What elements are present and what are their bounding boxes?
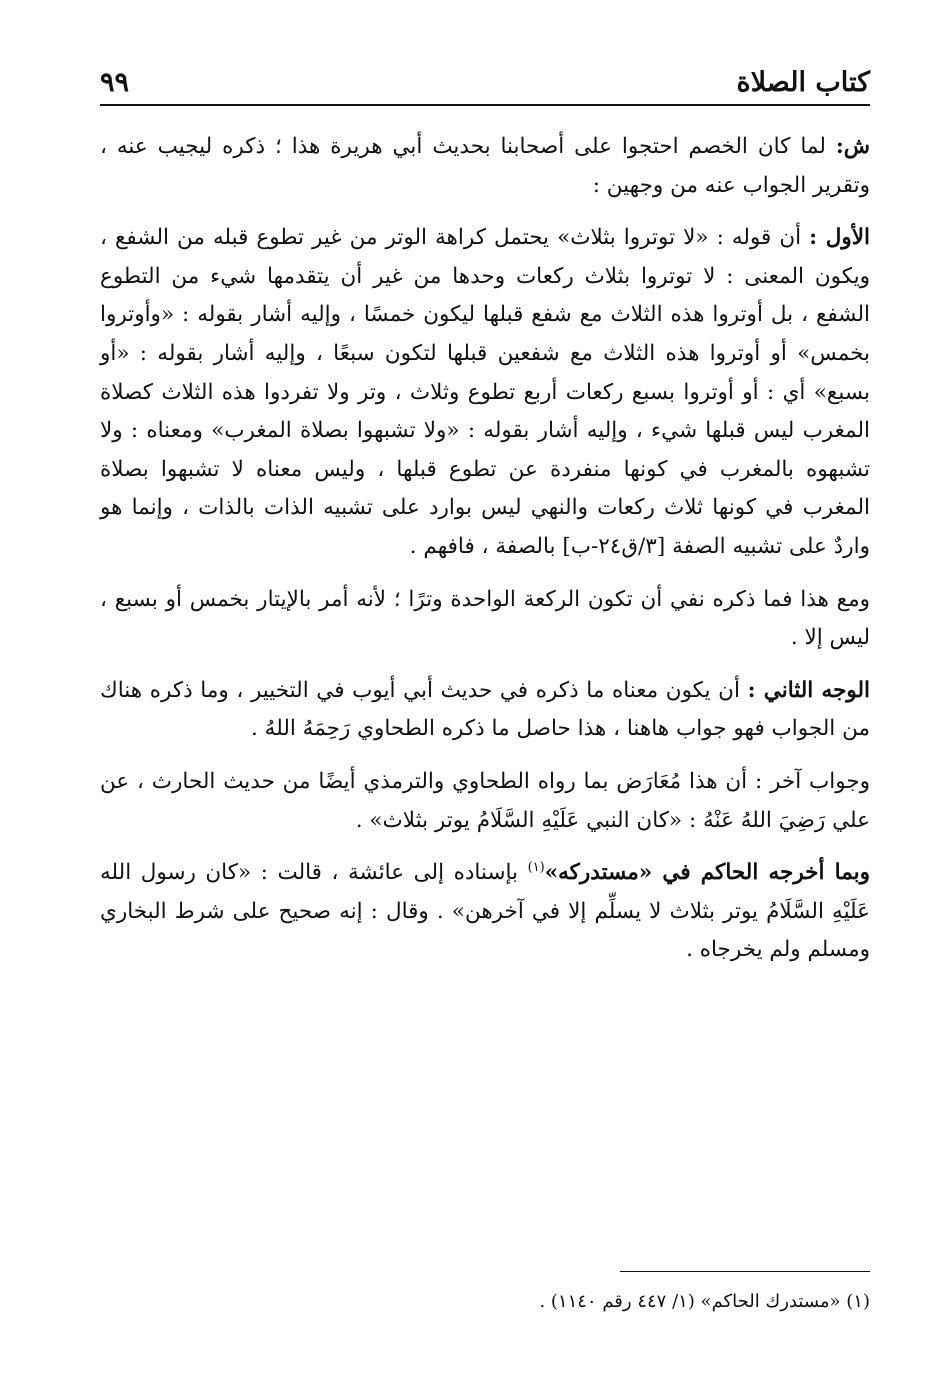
paragraph-text: لما كان الخصم احتجوا على أصحابنا بحديث أبي هريرة هذا ؛ ذكره ليجيب عنه ، وتقرير الجواب عنه من وجهين :: [100, 134, 870, 198]
footnote-divider: [620, 1271, 870, 1272]
footnote-marker: (١): [527, 859, 545, 875]
paragraph-lead: ش:: [835, 134, 870, 159]
paragraph: [100, 672, 870, 749]
chapter-title: كتاب الصلاة: [736, 67, 870, 98]
paragraph-lead: وبما أخرجه الحاكم في «مستدركه»: [544, 860, 870, 886]
paragraph-text: أن يكون معناه ما ذكره في حديث أبي أيوب في التخيير ، وما ذكره هناك من الجواب فهو جواب هاهنا ، هذا حاصل ما ذكره الطحاوي رَحِمَهُ اللهُ .: [100, 677, 870, 742]
paragraph-text: أن قوله : «لا توتروا بثلاث» يحتمل كراهة الوتر من غير تطوع قبله من الشفع ، ويكون المعنى : لا توتروا بثلاث ركعات وحدها من غير أن يتقدمها شيء من التطوع الشفع ، بل أوتروا هذه الثلاث مع شفع قبلها ليكون خمسًا ، وإليه أشار بقوله : «وأوتروا بخمس» أو أوتروا هذه الثلاث مع شفعين قبلها لتكون سبعًا ، وإليه أشار بقوله : «أو بسبع» أي : أو أوتروا بسبع ركعات أربع تطوع وثلاث ، وتر ولا تفردوا هذه الثلاث كصلاة المغرب ليس قبلها شيء ، وإليه أشار بقوله : «ولا تشبهوا بصلاة المغرب» ومعناه : ولا تشبهوه بالمغرب في كونها منفردة عن تطوع قبلها ، وليس معناه لا تشبهوا بصلاة المغرب في كونها ثلاث ركعات والنهي ليس بوارد على تشبيه الذات بالذات ، وإنما هو واردٌ على تشبيه الصفة [٣/ق٢٤-ب] بالصفة ، فافهم .: [100, 225, 870, 559]
paragraph-lead: الوجه الثاني :: [747, 677, 870, 703]
paragraph: [100, 581, 870, 658]
paragraph: [100, 219, 870, 566]
paragraph-text: ومع هذا فما ذكره نفي أن تكون الركعة الواحدة وترًا ؛ لأنه أمر بالإيتار بخمس أو بسبع ، ليس إلا .: [100, 586, 870, 651]
page-number: ٩٩: [100, 67, 130, 98]
paragraph: [100, 763, 870, 840]
header-divider: [100, 104, 870, 106]
paragraph-text: وجواب آخر : أن هذا مُعَارَض بما رواه الطحاوي والترمذي أيضًا من حديث الحارث ، عن علي رَضِيَ اللهُ عَنْهُ : «كان النبي عَلَيْهِ السَّلَامُ يوتر بثلاث» .: [100, 768, 870, 833]
paragraph-lead: الأول :: [809, 225, 870, 251]
main-text: [100, 128, 870, 984]
footnote: (١) «مستدرك الحاكم» (١/ ٤٤٧ رقم ١١٤٠) .: [539, 1291, 870, 1312]
paragraph: [100, 128, 870, 205]
paragraph: [100, 854, 870, 970]
running-header: [100, 58, 870, 98]
paragraph-text: بإسناده إلى عائشة ، قالت : «كان رسول الله عَلَيْهِ السَّلَامُ يوتر بثلاث لا يسلِّم إلا في آخرهن» . وقال : إنه صحيح على شرط البخاري ومسلم ولم يخرجاه .: [100, 860, 870, 963]
